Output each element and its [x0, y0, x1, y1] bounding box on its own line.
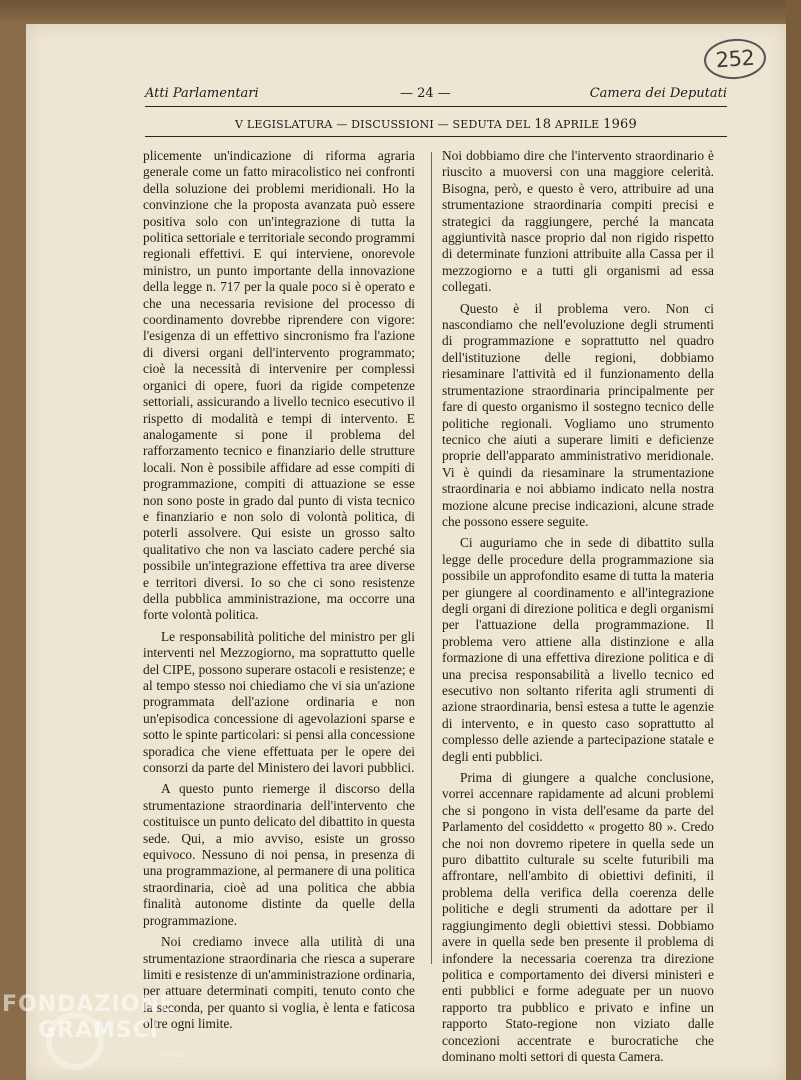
left-paragraph-3: A questo punto riemerge il discorso della strumentazione straordinaria dell'intervento che costituisce un punto delicato del dibattito in questa sede. Qui, a mio avviso, esiste un grosso equivoco. Nessuno di noi pensa, in presenza di una programmazione, al permanere di una politica straordinaria, cioè ad una politica che abbia finalità autonome distinte da quelle della programmazione. [143, 781, 415, 928]
session-subheader [145, 117, 727, 132]
subheader-rule [145, 136, 727, 137]
watermark-line-1: FONDAZIONE [2, 992, 176, 1017]
right-column [442, 148, 714, 1070]
watermark-line-2: GRAMSCI [38, 1018, 160, 1043]
header-left: Atti Parlamentari [145, 86, 259, 101]
subheader-prefix: V LEGISLATURA — DISCUSSIONI — SEDUTA DEL [235, 118, 531, 131]
left-paragraph-4: Noi crediamo invece alla utilità di una strumentazione straordinaria che riesca a superare limiti e resistenze di un'amministrazione ordinaria, per attuare determinati compiti, tenuto conto che la seconda, per quanto si voglia, è lenta e faticosa oltre ogni limite. [143, 934, 415, 1032]
archive-watermark [2, 990, 202, 1080]
header-page-number: — 24 — [400, 86, 451, 101]
right-paragraph-1: Noi dobbiamo dire che l'intervento straordinario è riuscito a muoversi con una maggiore celerità. Bisogna, però, e questo è vero, attribuire ad una strumentazione straordinaria compiti precisi e strategici da raggiungere, perché la mancata aggiuntività nasce proprio dal non rigido rispetto di determinate funzioni attribuite alla Cassa per il mezzogiorno e a tutti gli organismi ad essa collegati. [442, 148, 714, 295]
scan-top-edge [0, 0, 801, 24]
scan-right-edge [786, 0, 801, 1080]
watermark-line-3: onlus [162, 1050, 187, 1060]
header-right: Camera dei Deputati [589, 86, 727, 101]
left-paragraph-2: Le responsabilità politiche del ministro per gli interventi nel Mezzogiorno, ma soprattutto quelle del CIPE, possono superare ostacoli e resistenze; e al tempo stesso noi chiediamo che vi sia un'azione programmata dell'azione ordinaria e non un'episodica concessione di agevolazioni sparse e sotto le spinte particolari: si pensi alla concessione sporadica che viene effettuata per le opere dei consorzi da parte del Ministero dei lavori pubblici. [143, 628, 415, 776]
subheader-day: 18 [534, 117, 552, 132]
subheader-year: 1969 [603, 117, 637, 132]
page-header [145, 86, 727, 106]
header-rule [145, 106, 727, 107]
right-paragraph-4: Prima di giungere a qualche conclusione, vorrei accennare rapidamente ad alcuni problemi che si pongono in vista dell'esame da parte del Parlamento del cosiddetto « progetto 80 ». Credo che noi non dovremo ripetere in quella sede un puro dibattito culturale su scelte futuribili ma affrontare, nell'ambito di obiettivi definiti, il problema della verifica della coerenza delle politiche e degli strumenti da adottare per il raggiungimento degli obiettivi stessi. Dobbiamo avere in quella sede ben presente il problema di infondere la necessaria coerenza tra direzione politica e comportamento dei diversi ministeri e enti pubblici e forme adeguate per un nuovo rapporto tra pubblico e privato e infine un rapporto Stato-regione non viziato dalle concezioni accentrate e burocratiche che dominano molti settori di questa Camera. [442, 770, 714, 1064]
left-paragraph-1: plicemente un'indicazione di riforma agraria generale come un fatto miracolistico nei confronti della soluzione dei problemi meridionali. Ho la convinzione che la proposta avanzata può essere positiva solo con un'integrazione di tutta la politica settoriale e territoriale secondo programmi regionali effettivi. E qui interviene, onorevole ministro, un punto importante della innovazione della legge n. 717 per la quale poco si è operato e che una necessaria revisione del processo di coordinamento dovrebbe riprendere con vigore: l'esigenza di un effettivo sincronismo fra l'azione di diversi organi dell'intervento programmato; cioè la necessità di intervenire per complessi organici di opere, fuori da rigide competenze settoriali, assicurando a livello tecnico esecutivo il rispetto di modalità e tempi di intervento. E analogamente si pone il problema del rafforzamento tecnico e finanziario delle strutture locali. Non è possibile affidare ad esse compiti di programmazione, compiti di attuazione se esse non sono poste in grado dal punto di vista tecnico e finanziario e non solo di volontà politica, di poterli assolvere. Qui esiste un grosso salto qualitativo che non va lasciato cadere perché sia possibile un'integrazione effettiva tra aree diverse e territori diversi. Io so che ci sono resistenze della pubblica amministrazione, ma occorre una forte volontà politica. [143, 148, 415, 623]
subheader-month: APRILE [554, 118, 600, 131]
column-divider [431, 152, 432, 964]
right-paragraph-2: Questo è il problema vero. Non ci nascondiamo che nell'evoluzione degli strumenti di programmazione e soprattutto nel quadro dell'istituzione delle regioni, dobbiamo riesaminare l'attività ed il funzionamento della strumentazione straordinaria principalmente per fare di questo organismo il sostegno tecnico delle politiche regionali. Vogliamo uno strumento tecnico che aiuti a superare limiti e deficienze proprie dell'apparato amministrativo meridionale. Vi è quindi da riesaminare la strumentazione straordinaria e noi abbiamo indicato nella nostra mozione alcune precise indicazioni, alcune strade che possono essere seguite. [442, 300, 714, 529]
left-column [143, 148, 415, 1038]
right-paragraph-3: Ci auguriamo che in sede di dibattito sulla legge delle procedure della programmazione sia possibile un approfondito esame di tutta la materia per giungere al coordinamento e all'integrazione degli organi di direzione politica e degli organismi per l'attuazione della programmazione. Il problema vero attiene alla distinzione e alla formazione di una effettiva direzione politica e di una precisa responsabilità a livello tecnico ed esecutivo non soltanto riferita agli strumenti di azione straordinaria, bensì estesa a tutte le agenzie di intervento, e in questo caso soprattutto al complesso delle aziende a partecipazione statale e degli enti pubblici. [442, 535, 714, 764]
stamp-text: 252 [714, 45, 756, 73]
